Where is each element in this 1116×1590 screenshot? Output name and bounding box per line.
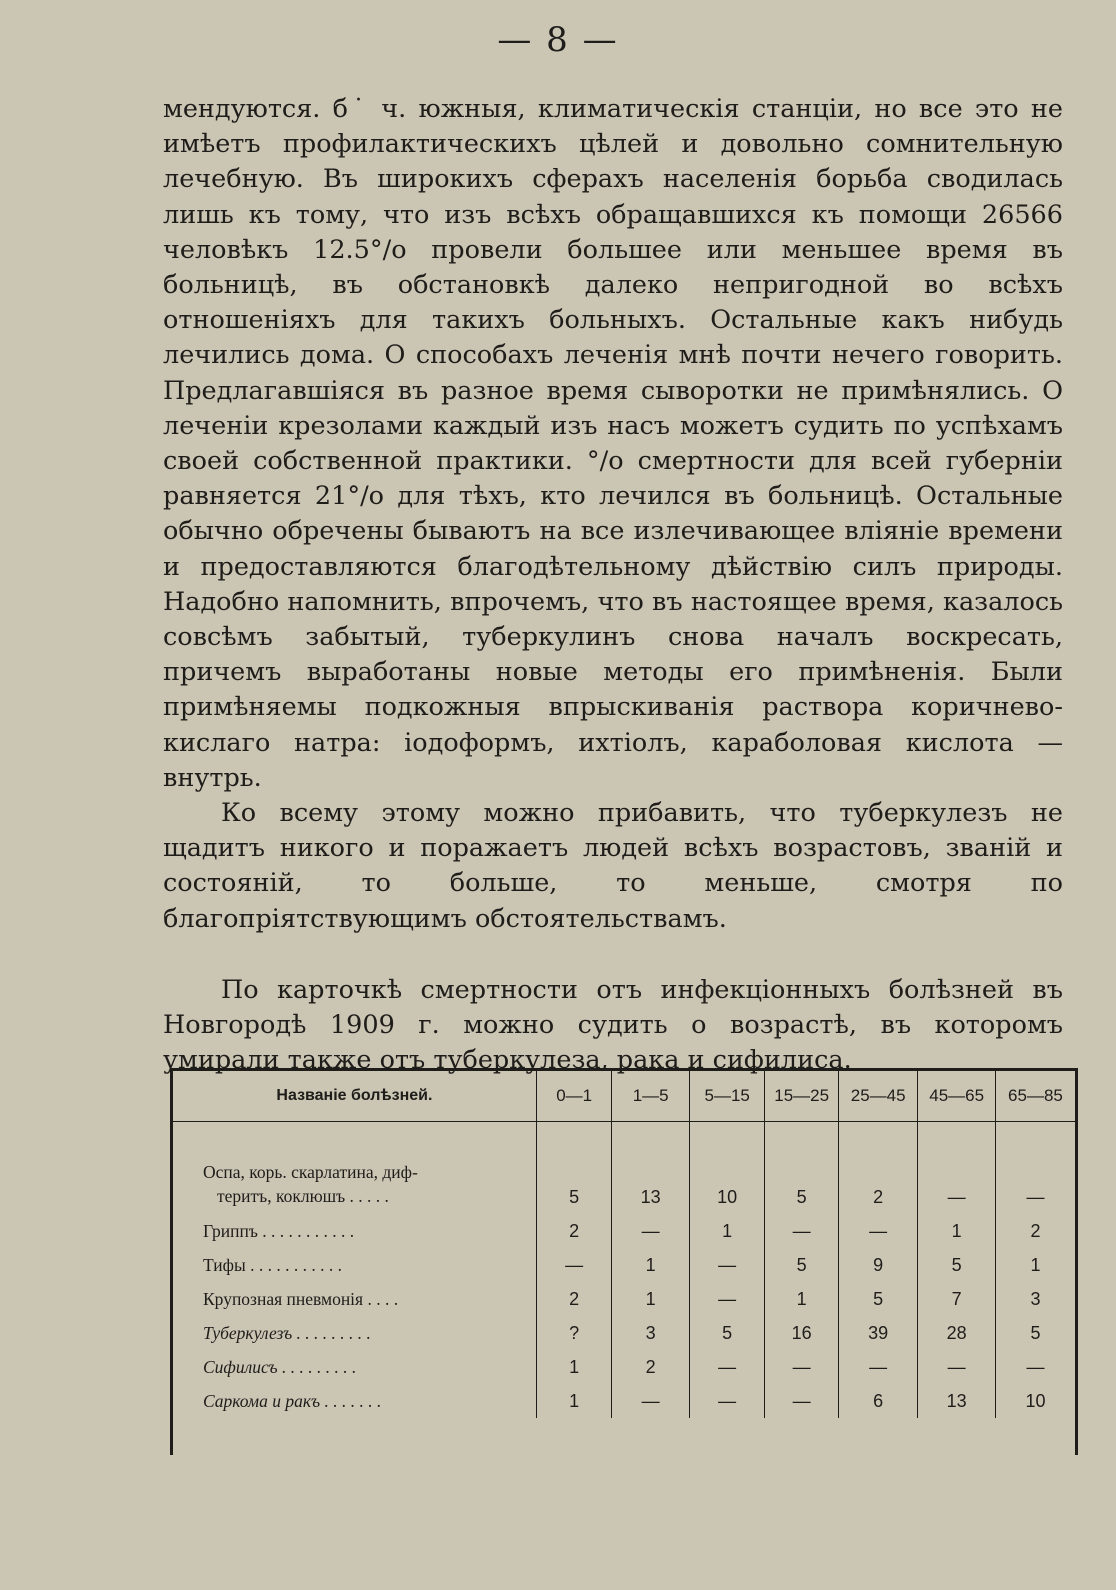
table-cell: 3	[612, 1310, 690, 1344]
page-number: — 8 —	[497, 20, 619, 60]
table-cell: 2	[536, 1208, 612, 1242]
spacer-cell	[918, 1412, 996, 1418]
row-name-line2: теритъ, коклюшъ . . . . .	[217, 1186, 389, 1206]
table-cell: —	[689, 1344, 765, 1378]
header-age-1-5: 1—5	[612, 1071, 690, 1122]
table-cell: —	[689, 1378, 765, 1412]
table-cell: 1	[612, 1276, 690, 1310]
table-cell: —	[918, 1344, 996, 1378]
table-cell: 1	[918, 1208, 996, 1242]
table-header-row	[173, 1071, 1075, 1122]
table-cell: 5	[536, 1122, 612, 1209]
table-cell: 3	[995, 1276, 1075, 1310]
row-name: Туберкулезъ . . . . . . . . .	[203, 1323, 371, 1343]
table-cell: 5	[765, 1122, 838, 1209]
spacer-cell	[689, 1412, 765, 1418]
row-name: Сифилисъ . . . . . . . . .	[203, 1357, 357, 1377]
table-cell: —	[765, 1378, 838, 1412]
table-cell: —	[838, 1208, 918, 1242]
table-cell: 6	[838, 1378, 918, 1412]
table-cell: 7	[918, 1276, 996, 1310]
header-age-0-1: 0—1	[536, 1071, 612, 1122]
header-disease-name: Названіе болѣзней.	[173, 1071, 536, 1122]
table-cell: 1	[536, 1378, 612, 1412]
table-cell: —	[689, 1276, 765, 1310]
header-age-25-45: 25—45	[838, 1071, 918, 1122]
row-name: Тифы . . . . . . . . . . .	[203, 1255, 342, 1275]
spacer-cell	[995, 1412, 1075, 1418]
table-cell: —	[689, 1242, 765, 1276]
table-cell: 2	[995, 1208, 1075, 1242]
table-cell: 13	[612, 1122, 690, 1209]
table-cell: 1	[536, 1344, 612, 1378]
spacer-cell	[612, 1412, 690, 1418]
table-cell: 10	[689, 1122, 765, 1209]
table-cell: 1	[612, 1242, 690, 1276]
table-cell: 5	[918, 1242, 996, 1276]
paragraph-1: мендуются. б˙ ч. южныя, климатическія станціи, но все это не имѣетъ профилактическихъ цѣлей и довольно сомнительную лечебную. Въ широкихъ сферахъ населенія борьба сводилась лишь къ тому, что изъ всѣхъ обращавшихся къ помощи 26566 человѣкъ 12.5°/о провели большее или меньшее время въ больницѣ, въ обстановкѣ далеко непригодной во всѣхъ отношеніяхъ для такихъ больныхъ. Остальные какъ нибудь лечились дома. О способахъ леченія мнѣ почти нечего говорить. Предлагавшіяся въ разное время сыворотки не примѣнялись. О леченіи крезолами каждый изъ насъ можетъ судить по успѣхамъ своей собственной практики. °/о смертности для всей губерніи равняется 21°/о для тѣхъ, кто лечился въ больницѣ. Остальные обычно обречены бываютъ на все излечивающее вліяніе времени и предоставляются благодѣтельному дѣйствію силъ природы. Надобно напомнить, впрочемъ, что въ настоящее время, казалось совсѣмъ забытый, туберкулинъ снова началъ воскресать, причемъ выработаны новые методы его примѣненія. Были примѣняемы подкожныя впрыскиванія раствора коричнево-кислаго натра: іодоформъ, ихтіолъ, караболовая кислота — внутрь.	[163, 94, 1063, 793]
table-cell: 10	[995, 1378, 1075, 1412]
body-text	[163, 92, 1063, 1078]
table-row	[173, 1122, 1075, 1209]
table-cell: —	[995, 1122, 1075, 1209]
row-name	[173, 1122, 536, 1209]
table-cell: —	[612, 1378, 690, 1412]
paragraph-2: Ко всему этому можно прибавить, что туберкулезъ не щадитъ никого и поражаетъ людей всѣхъ возрастовъ, званій и состояній, то больше, то меньше, смотря по благопріятствующимъ обстоятельствамъ.	[163, 798, 1063, 934]
table-cell: ?	[536, 1310, 612, 1344]
table-cell: 1	[995, 1242, 1075, 1276]
spacer-cell	[536, 1412, 612, 1418]
table-cell: 9	[838, 1242, 918, 1276]
spacer-cell	[838, 1412, 918, 1418]
table-cell: 28	[918, 1310, 996, 1344]
table-cell: 5	[689, 1310, 765, 1344]
table-row	[173, 1378, 1075, 1412]
mortality-table	[170, 1068, 1078, 1455]
table-cell: 5	[838, 1276, 918, 1310]
table-cell: —	[995, 1344, 1075, 1378]
table-cell: —	[765, 1208, 838, 1242]
table-cell: —	[536, 1242, 612, 1276]
header-age-5-15: 5—15	[689, 1071, 765, 1122]
row-name-line1: Оспа, корь. скарлатина, диф-	[203, 1162, 418, 1182]
table-row	[173, 1344, 1075, 1378]
table-cell: 1	[765, 1276, 838, 1310]
table-cell: 2	[838, 1122, 918, 1209]
table-cell: —	[918, 1122, 996, 1209]
table-row	[173, 1276, 1075, 1310]
table-cell: —	[838, 1344, 918, 1378]
table-cell: 16	[765, 1310, 838, 1344]
table-row	[173, 1208, 1075, 1242]
row-name: Крупозная пневмонія . . . .	[203, 1289, 399, 1309]
table-cell: —	[765, 1344, 838, 1378]
spacer-cell	[173, 1412, 536, 1418]
table-cell: —	[612, 1208, 690, 1242]
table-row	[173, 1242, 1075, 1276]
table-cell: 13	[918, 1378, 996, 1412]
table-row	[173, 1310, 1075, 1344]
table-cell: 2	[612, 1344, 690, 1378]
table-spacer-row	[173, 1412, 1075, 1418]
row-name: Гриппъ . . . . . . . . . . .	[203, 1221, 355, 1241]
table-cell: 2	[536, 1276, 612, 1310]
paragraph-3: По карточкѣ смертности отъ инфекціонныхъ болѣзней въ Новгородѣ 1909 г. можно судить о возрастѣ, въ которомъ умирали также отъ туберкулеза, рака и сифилиса.	[163, 974, 1063, 1076]
spacer-cell	[765, 1412, 838, 1418]
header-age-15-25: 15—25	[765, 1071, 838, 1122]
header-age-45-65: 45—65	[918, 1071, 996, 1122]
table-cell: 1	[689, 1208, 765, 1242]
row-name: Саркома и ракъ . . . . . . .	[203, 1391, 382, 1411]
table-cell: 39	[838, 1310, 918, 1344]
table-cell: 5	[765, 1242, 838, 1276]
table-cell: 5	[995, 1310, 1075, 1344]
header-age-65-85: 65—85	[995, 1071, 1075, 1122]
